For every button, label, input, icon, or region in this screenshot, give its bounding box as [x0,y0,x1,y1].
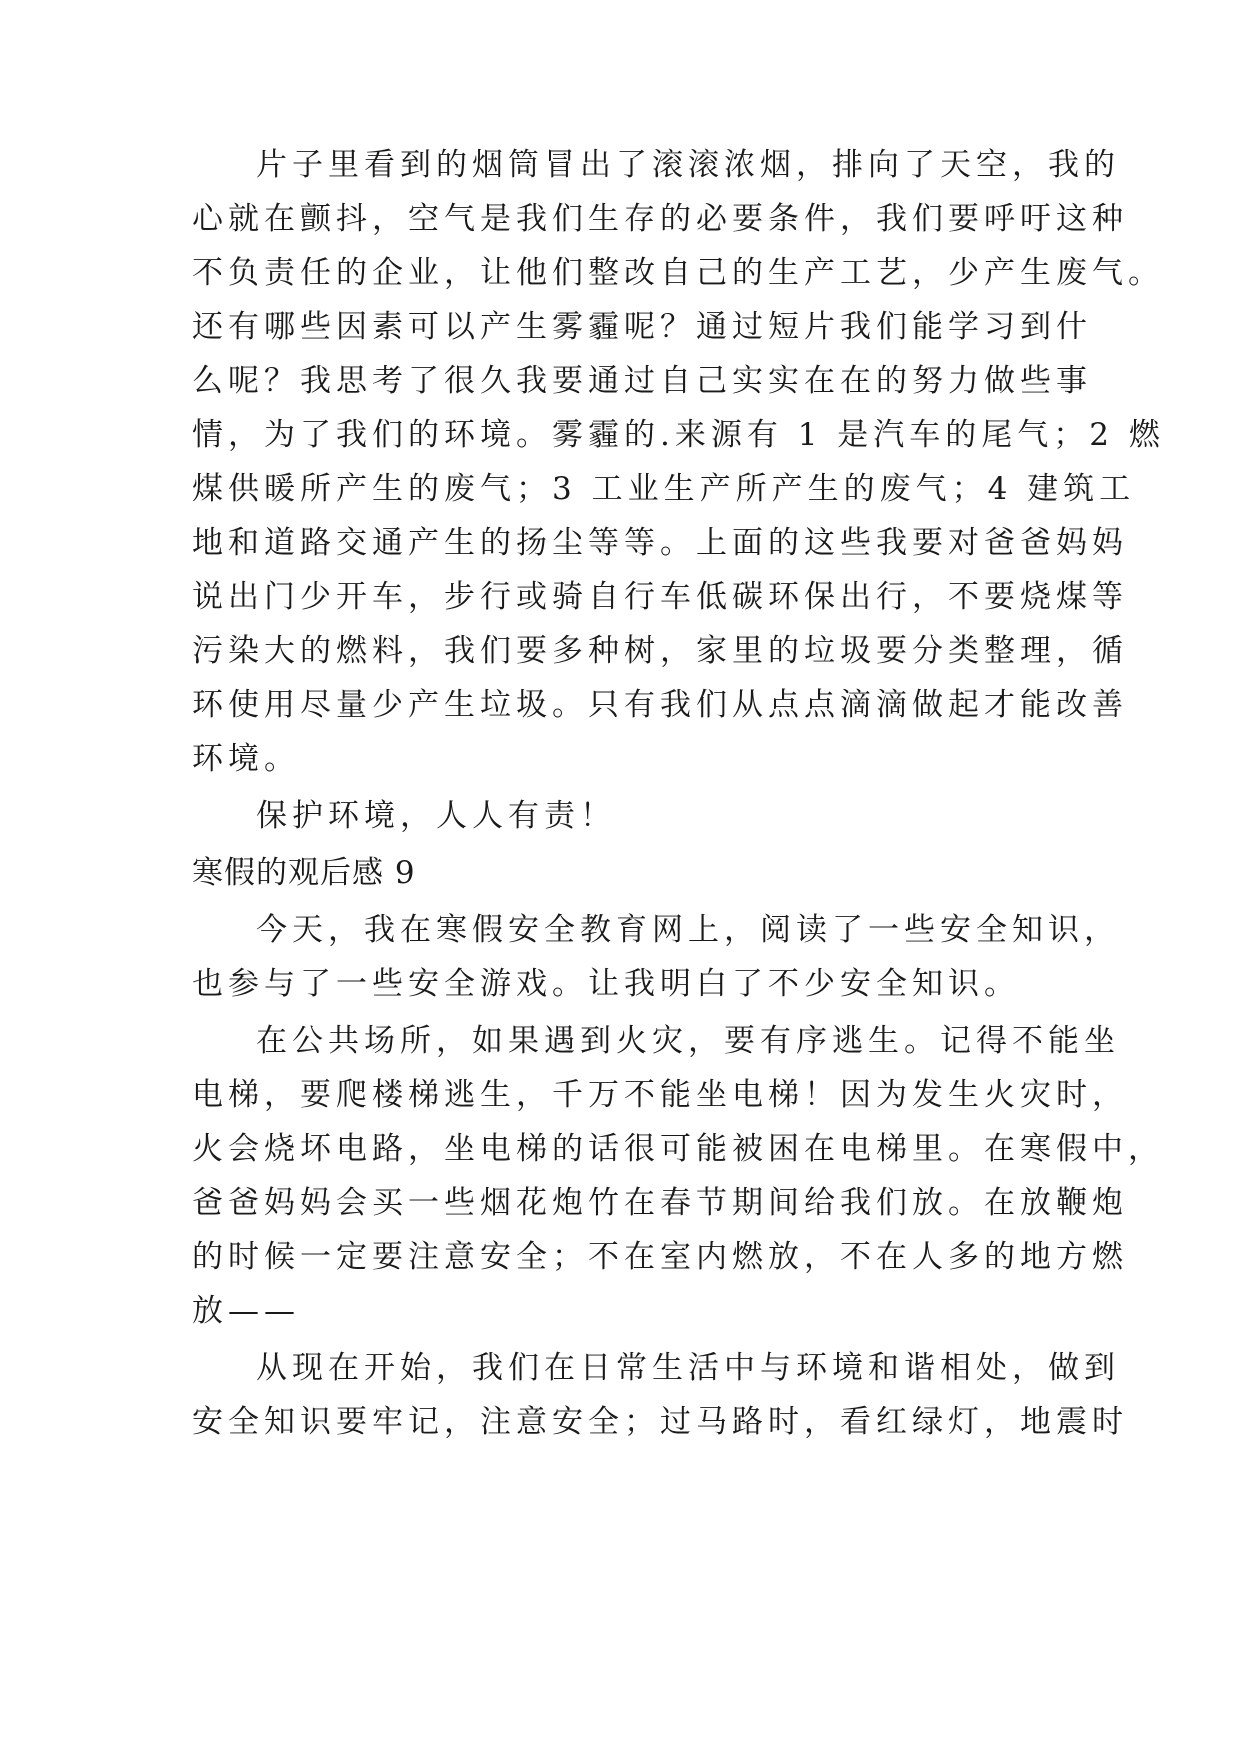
paragraph-line: 煤供暖所产生的废气；3 工业生产所产生的废气；4 建筑工 [192,471,1136,507]
paragraph-line: 还有哪些因素可以产生雾霾呢？通过短片我们能学习到什 [192,309,1092,345]
paragraph-line: 说出门少开车，步行或骑自行车低碳环保出行，不要烧煤等 [192,579,1128,615]
paragraph-line: 心就在颤抖，空气是我们生存的必要条件，我们要呼吁这种 [192,201,1128,237]
paragraph-line: 从现在开始，我们在日常生活中与环境和谐相处，做到 [256,1350,1120,1386]
paragraph-line: 情，为了我们的环境。雾霾的.来源有 1 是汽车的尾气；2 燃 [192,417,1165,453]
paragraph-line: 保护环境，人人有责！ [256,798,616,834]
section-heading: 寒假的观后感 9 [192,855,416,891]
paragraph-line: 安全知识要牢记，注意安全；过马路时，看红绿灯，地震时 [192,1404,1128,1440]
paragraph-line: 电梯，要爬楼梯逃生，千万不能坐电梯！因为发生火灾时， [192,1077,1128,1113]
paragraph-line: 么呢？我思考了很久我要通过自己实实在在的努力做些事 [192,363,1092,399]
paragraph-line: 环使用尽量少产生垃圾。只有我们从点点滴滴做起才能改善 [192,687,1128,723]
paragraph-line: 爸爸妈妈会买一些烟花炮竹在春节期间给我们放。在放鞭炮 [192,1185,1128,1221]
paragraph-line: 不负责任的企业，让他们整改自己的生产工艺，少产生废气。 [192,255,1164,291]
paragraph-line: 火会烧坏电路，坐电梯的话很可能被困在电梯里。在寒假中， [192,1131,1164,1167]
paragraph-line: 污染大的燃料，我们要多种树，家里的垃圾要分类整理，循 [192,633,1128,669]
paragraph-line: 在公共场所，如果遇到火灾，要有序逃生。记得不能坐 [256,1023,1120,1059]
paragraph-line: 今天，我在寒假安全教育网上，阅读了一些安全知识， [256,912,1120,948]
paragraph-line: 环境。 [192,741,300,777]
paragraph-line: 的时候一定要注意安全；不在室内燃放，不在人多的地方燃 [192,1239,1128,1275]
paragraph-line: 地和道路交通产生的扬尘等等。上面的这些我要对爸爸妈妈 [192,525,1128,561]
paragraph-line: 片子里看到的烟筒冒出了滚滚浓烟，排向了天空，我的 [256,147,1120,183]
paragraph-line: 放—— [192,1293,300,1329]
paragraph-line: 也参与了一些安全游戏。让我明白了不少安全知识。 [192,966,1020,1002]
